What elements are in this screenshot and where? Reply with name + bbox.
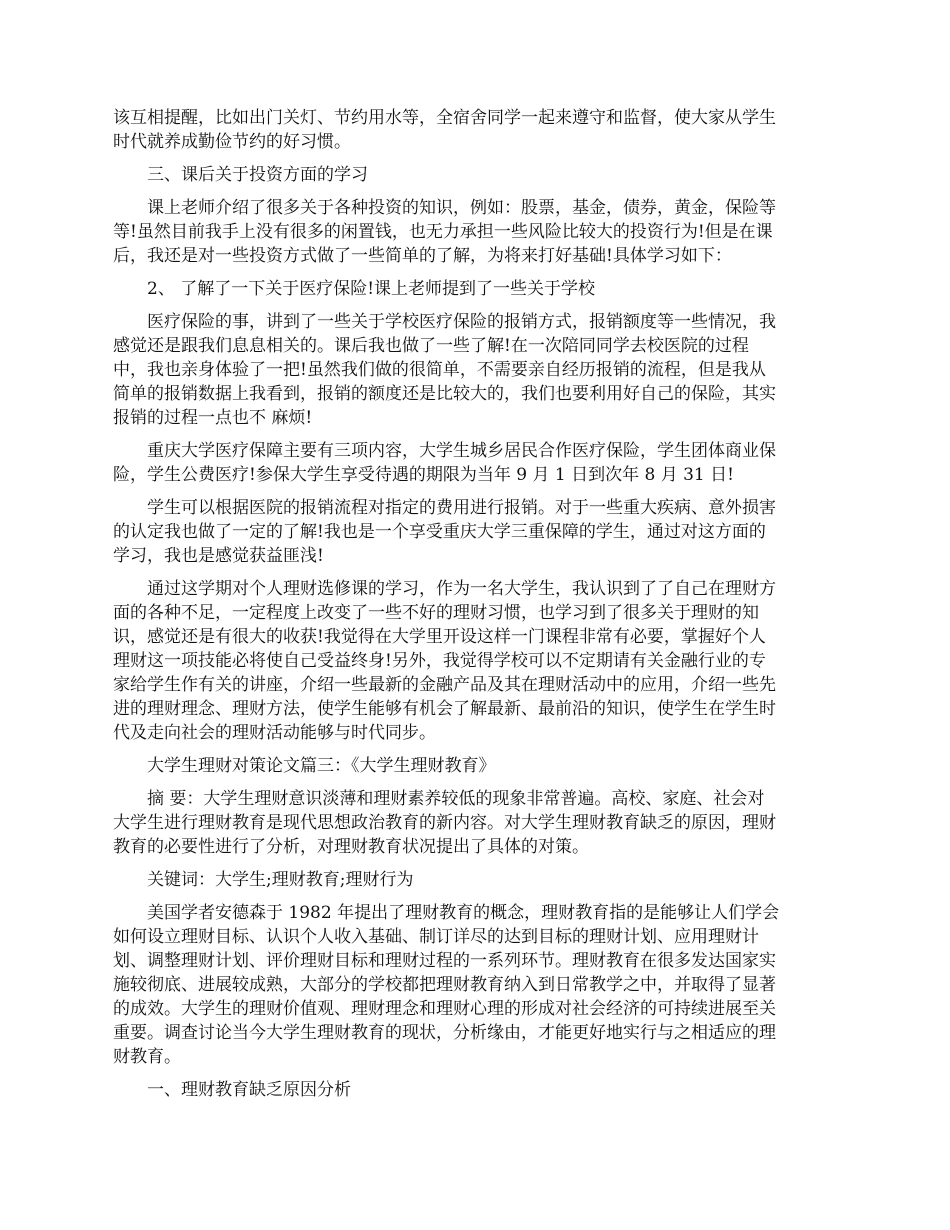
heading-article-three: 大学生理财对策论文篇三：《大学生理财教育》: [147, 756, 496, 776]
heading-cause-analysis: 一、理财教育缺乏原因分析: [147, 1080, 351, 1100]
paragraph-investment-knowledge: 课上老师介绍了很多关于各种投资的知识，例如：股票，基金，债券，黄金，保险等 等!虽然目前我手上没有很多的闲置钱，也无力承担一些风险比较大的投资行为!但是在课 后，我还是对一些投资方式做了一些简单的了解，为将来打好基础!具体学习如下：: [113, 198, 776, 266]
paragraph-reimbursement-process: 学生可以根据医院的报销流程对指定的费用进行报销。对于一些重大疾病、意外损害 的认定我也做了一定的了解!我也是一个享受重庆大学三重保障的学生，通过对这方面的 学习，我也是感觉获益匪浅!: [113, 498, 776, 566]
paragraph-chongqing-medical-coverage: 重庆大学医疗保障主要有三项内容，大学生城乡居民合作医疗保险，学生团体商业保 险，学生公费医疗!参保大学生享受待遇的期限为当年 9 月 1 日到次年 8 月 31 日!: [113, 441, 776, 485]
paragraph-abstract: 摘 要：大学生理财意识淡薄和理财素养较低的现象非常普遍。高校、家庭、社会对 大学生进行理财教育是现代思想政治教育的新内容。对大学生理财教育缺乏的原因，理财 教育的必要性进行了分析，对理财教育状况提出了具体的对策。: [113, 789, 776, 857]
paragraph-financial-education-concept: 美国学者安德森于 1982 年提出了理财教育的概念，理财教育指的是能够让人们学会 如何设立理财目标、认识个人收入基础、制订详尽的达到目标的理财计划、应用理财计 划、调整理财计划、评价理财目标和理财过程的一系列环节。理财教育在很多发达国家实 施较彻底、进展较成熟，大部分的学校都把理财教育纳入到日常教学之中，并取得了显著 的成效。大学生的理财价值观、理财理念和理财心理的形成对社会经济的可持续进展至关 重要。调查讨论当今大学生理财教育的现状，分析缘由，才能更好地实行与之相适应的理 财教育。: [113, 903, 780, 1067]
paragraph-keywords: 关键词：大学生;理财教育;理财行为: [147, 870, 414, 890]
paragraph-dormitory-frugality: 该互相提醒，比如出门关灯、节约用水等，全宿舍同学一起来遵守和监督，使大家从学生 时代就养成勤俭节约的好习惯。: [113, 108, 776, 152]
document-page: [113, 106, 837, 1111]
paragraph-medical-insurance-reimbursement: 医疗保险的事，讲到了一些关于学校医疗保险的报销方式，报销额度等一些情况，我 感觉还是跟我们息息相关的。课后我也做了一些了解!在一次陪同同学去校医院的过程 中，我也亲身体验了一把!虽然我们做的很简单，不需要亲自经历报销的流程，但是我从 简单的报销数据上我看到，报销的额度还是比较大的，我们也要利用好自己的保险，其实 报销的过程一点也不 麻烦!: [113, 312, 776, 428]
heading-investment-study: 三、课后关于投资方面的学习: [147, 165, 368, 185]
heading-medical-insurance: 2、 了解了一下关于医疗保险!课上老师提到了一些关于学校: [147, 279, 596, 299]
paragraph-course-reflection: 通过这学期对个人理财选修课的学习，作为一名大学生，我认识到了了自己在理财方 面的各种不足，一定程度上改变了一些不好的理财习惯，也学习到了很多关于理财的知 识，感觉还是有很大的收获!我觉得在大学里开设这样一门课程非常有必要，掌握好个人 理财这一项技能必将使自己受益终身!另外，我觉得学校可以不定期请有关金融行业的专 家给学生作有关的讲座，介绍一些最新的金融产品及其在理财活动中的应用，介绍一些先 进的理财理念、理财方法，使学生能够有机会了解最新、最前沿的知识，使学生在学生时 代及走向社会的理财活动能够与时代同步。: [113, 579, 776, 743]
